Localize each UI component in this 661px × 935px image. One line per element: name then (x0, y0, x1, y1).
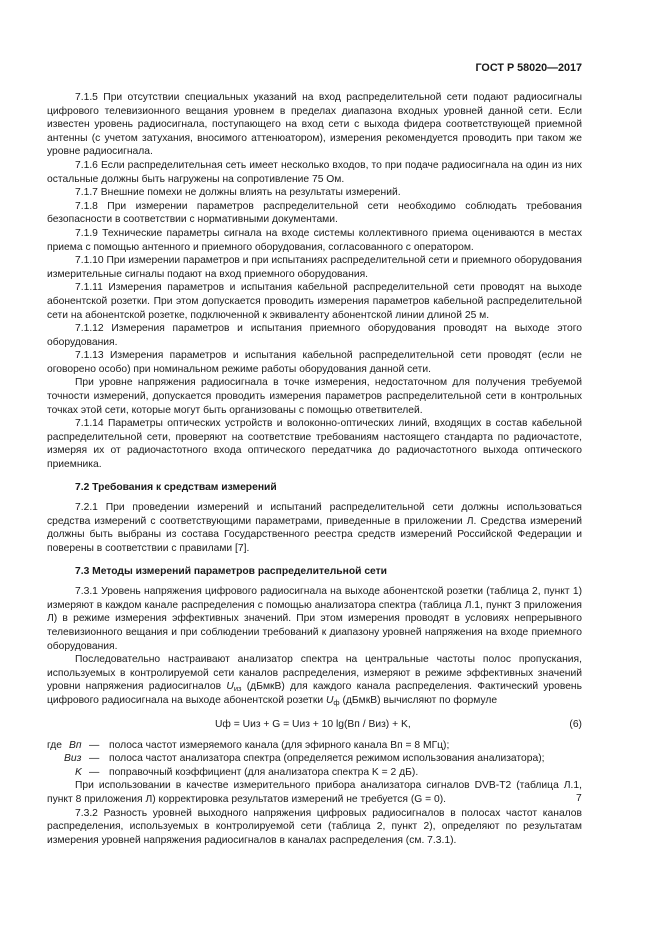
definition-dash: — (89, 739, 100, 751)
definition-symbol: Bиз (64, 753, 82, 765)
symbol-u: U (226, 681, 234, 693)
paragraph-7-3-1-dvb-t2-note: При использовании в качестве измерительного прибора анализатора сигналов DVB-T2 (таблица Л.1, пункт 8 приложения Л) корректировка результатов измерений не требуется (G = 0). (47, 780, 582, 805)
document-header: ГОСТ Р 58020—2017 (475, 62, 582, 74)
formula-row (47, 713, 582, 737)
paragraph-7-1-12: 7.1.12 Измерения параметров и испытания приемного оборудования проводят на выходе этого оборудования. (47, 323, 582, 348)
symbol-u: U (325, 694, 334, 706)
paragraph-7-3-1-procedure (47, 653, 582, 707)
subscript: из (233, 684, 242, 694)
paragraph-7-3-1: 7.3.1 Уровень напряжения цифрового радиосигнала на выходе абонентской розетки (таблица 2, пункт 1) измеряют в каждом канале распределения с помощью анализатора спектра (таблица Л.1, пункт 3 приложения Л) в режиме измерения эффективных значений. При этом измерения проводят в условиях непрерывного телевизионного вещания и при соблюдении требований к диапазону уровней напряжения на входе приемного оборудования. (47, 586, 582, 652)
definition-text: поправочный коэффициент (для анализатора спектра K = 2 дБ). (109, 766, 419, 778)
definition-dash: — (89, 753, 100, 765)
page-number: 7 (576, 793, 582, 804)
definition-row (47, 752, 582, 766)
section-title-7-2: 7.2 Требования к средствам измерений (75, 481, 277, 493)
paragraph-7-1-5: 7.1.5 При отсутствии специальных указаний на вход распределительной сети подают радиосигналы цифрового телевизионного вещания уровнем в пределах диапазона входных уровней данной сети. Если известен уровень радиосигнала, поступающего на вход сети с выхода фидера соответствующей приемной антенны (с учетом затухания, вносимого аттенюатором), измерения рекомендуется проводить при таком же уровне радиосигнала. (47, 92, 582, 158)
paragraph-7-1-9: 7.1.9 Технические параметры сигнала на входе системы коллективного приема оцениваются в местах приема с помощью антенного и приемного оборудования, согласованного с оператором. (47, 227, 582, 253)
text-run: Последовательно настраивают анализатор спектра на центральные частоты полос пропускания, используемых в контролируемой сети каналов распределения, измеряют в режиме эффективных значений уровни напряжения радиосигналов (47, 654, 582, 693)
definitions-list (47, 739, 582, 780)
definitions-lead: где (47, 739, 63, 751)
formula-number: (6) (569, 718, 582, 730)
paragraph-7-1-8: 7.1.8 При измерении параметров распределительной сети необходимо соблюдать требования безопасности в соответствии с нормативными документами. (47, 200, 582, 226)
section-title-7-3: 7.3 Методы измерений параметров распределительной сети (75, 565, 388, 577)
definition-text: полоса частот измеряемого канала (для эфирного канала Bп = 8 МГц); (109, 739, 450, 751)
paragraph-7-1-13-continued: При уровне напряжения радиосигнала в точке измерения, недостаточном для получения требуемой точности измерений, допускается проводить измерения параметров распределительной сети в контрольных точках этой сети, которые могут быть организованы с помощью ответвителей. (47, 377, 582, 416)
definition-row (47, 739, 582, 753)
text-run: (дБмкВ) для каждого канала распределения. Фактический уровень цифрового радиосигнала на выходе абонентской розетки (47, 681, 582, 706)
definition-dash: — (89, 766, 100, 778)
paragraph-7-1-6: 7.1.6 Если распределительная сеть имеет несколько входов, то при подаче радиосигнала на один из них остальные должны быть нагружены на сопротивление 75 Ом. (47, 159, 582, 185)
formula-6: Uф = Uиз + G = Uиз + 10 lg(Bп / Bиз) + K, (215, 718, 411, 730)
paragraph-7-1-10: 7.1.10 При измерении параметров и при испытаниях распределительной сети и приемного оборудования измерительные сигналы подают на вход приемного оборудования. (47, 255, 582, 280)
text-run: (дБмкВ) вычисляют по формуле (339, 694, 498, 706)
definition-row (47, 766, 582, 780)
paragraph-7-2-1: 7.2.1 При проведении измерений и испытаний распределительной сети должны использоваться средства измерений с соответствующими параметрами, приведенные в приложении Л. Средства измерений должны быть выбраны из состава Государственного реестра средств измерений Российской Федерации и поверены в соответствии с правилами [7]. (47, 502, 582, 554)
paragraph-7-1-11: 7.1.11 Измерения параметров и испытания кабельной распределительной сети проводят на выходе абонентской розетки. При этом допускается проводить измерения параметров кабельной распределительной сети на абонентской розетке, подключенной к эквиваленту абонентской линии длиной 25 м. (47, 282, 582, 321)
definition-symbol: Bп (69, 739, 82, 751)
paragraph-7-1-14: 7.1.14 Параметры оптических устройств и волоконно-оптических линий, входящих в состав кабельной распределительной сети, проверяют на соответствие требованиям настоящего стандарта по радиочастоте, измеряя их от радиочастотного входа оптического передатчика до радиочастотного выхода оптического приемника. (47, 418, 582, 471)
paragraph-7-1-7: 7.1.7 Внешние помехи не должны влиять на результаты измерений. (75, 187, 401, 199)
paragraph-7-3-2: 7.3.2 Разность уровней выходного напряжения цифровых радиосигналов в полосах частот каналов распределения, используемых в контролируемой сети (таблица 2, пункт 2), определяют по результатам измерения уровней напряжения радиосигналов в каналах распределения (см. 7.3.1). (47, 807, 582, 846)
definition-text: полоса частот анализатора спектра (определяется режимом использования анализатора); (109, 753, 545, 765)
definition-symbol: K (75, 766, 82, 778)
subscript: ф (333, 697, 340, 707)
paragraph-7-1-13: 7.1.13 Измерения параметров и испытания кабельной распределительной сети проводят (если не оговорено особо) при номинальном режиме работы оборудования данной сети. (47, 350, 582, 375)
document-body (47, 91, 582, 847)
